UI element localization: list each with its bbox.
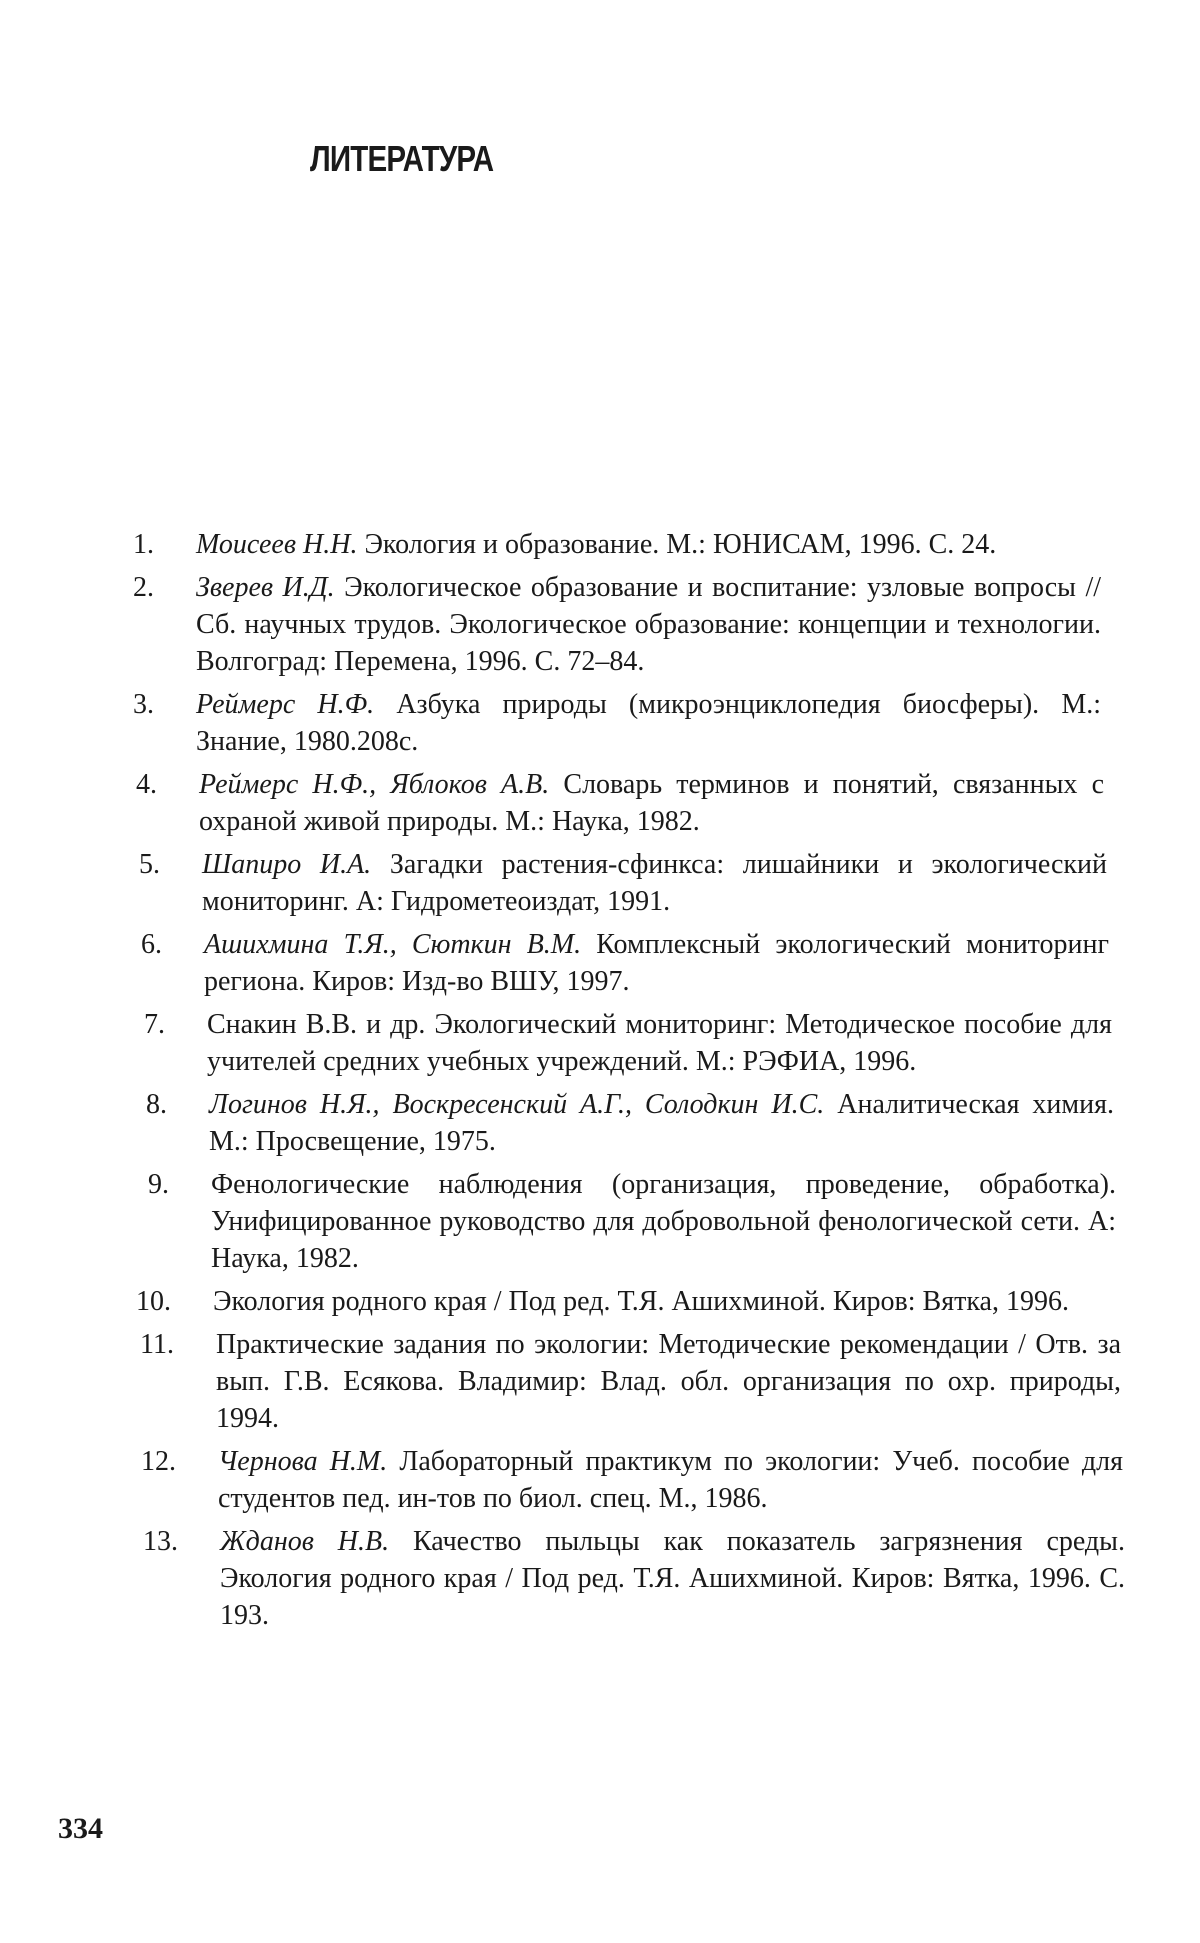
reference-item <box>0 1006 1200 1080</box>
reference-text <box>211 1166 1116 1277</box>
reference-text <box>199 766 1104 840</box>
reference-number: 7. <box>144 1009 165 1040</box>
reference-item <box>0 526 1200 563</box>
reference-text <box>207 1006 1112 1080</box>
reference-text <box>209 1086 1114 1160</box>
reference-list <box>0 526 1200 1640</box>
reference-body: Экология и образование. М.: ЮНИСАМ, 1996. С. 24. <box>357 529 997 560</box>
reference-number: 4. <box>136 769 157 800</box>
reference-item <box>0 1166 1200 1277</box>
reference-item <box>0 1283 1200 1320</box>
reference-body: Экологическое образование и воспитание: узловые вопросы // Сб. научных трудов. Экологическое образование: концепции и технологии. Волгоград: Перемена, 1996. С. 72–84. <box>196 572 1101 677</box>
reference-item <box>0 1086 1200 1160</box>
reference-item <box>0 1443 1200 1517</box>
reference-author: Чернова Н.М. <box>218 1446 388 1477</box>
reference-author: Реймерс Н.Ф. <box>196 689 375 720</box>
reference-body: Азбука природы (микроэнциклопедия биосферы). М.: Знание, 1980.208с. <box>196 689 1102 757</box>
reference-body: Комплексный экологический мониторинг региона. Киров: Изд-во ВШУ, 1997. <box>204 929 1109 997</box>
reference-text <box>216 1326 1121 1437</box>
reference-author: Жданов Н.В. <box>220 1526 390 1557</box>
reference-text <box>204 926 1109 1000</box>
reference-item <box>0 1523 1200 1634</box>
reference-number: 11. <box>140 1329 174 1360</box>
reference-item <box>0 766 1200 840</box>
reference-text <box>196 569 1101 680</box>
reference-number: 1. <box>133 529 154 560</box>
reference-body: Загадки растения-сфинкса: лишайники и экологический мониторинг. А: Гидрометеоиздат, 1991. <box>202 849 1107 917</box>
reference-text <box>220 1523 1125 1634</box>
reference-body: Снакин В.В. и др. Экологический мониторинг: Методическое пособие для учителей средних учебных учреждений. М.: РЭФИА, 1996. <box>207 1009 1112 1077</box>
reference-author: Зверев И.Д. <box>196 572 335 603</box>
reference-author: Шапиро И.А. <box>202 849 372 880</box>
reference-body: Экология родного края / Под ред. Т.Я. Ашихминой. Киров: Вятка, 1996. <box>213 1286 1069 1317</box>
reference-number: 8. <box>146 1089 167 1120</box>
reference-item <box>0 1326 1200 1437</box>
reference-author: Логинов Н.Я., Воскресенский А.Г., Солодкин И.С. <box>209 1089 825 1120</box>
reference-author: Моисеев Н.Н. <box>196 529 358 560</box>
page-number: 334 <box>58 1812 103 1845</box>
reference-item <box>0 569 1200 680</box>
reference-text <box>196 526 1101 563</box>
reference-author: Реймерс Н.Ф., Яблоков А.В. <box>199 769 550 800</box>
reference-body: Качество пыльцы как показатель загрязнения среды. Экология родного края / Под ред. Т.Я. Ашихминой. Киров: Вятка, 1996. С. 193. <box>220 1526 1125 1631</box>
reference-body: Лабораторный практикум по экологии: Учеб. пособие для студентов пед. ин-тов по биол. спец. М., 1986. <box>218 1446 1124 1514</box>
reference-number: 10. <box>136 1286 171 1317</box>
reference-text <box>213 1283 1118 1320</box>
reference-number: 6. <box>141 929 162 960</box>
reference-text <box>202 846 1107 920</box>
reference-number: 3. <box>133 689 154 720</box>
reference-text <box>218 1443 1123 1517</box>
reference-item <box>0 846 1200 920</box>
reference-number: 13. <box>143 1526 178 1557</box>
reference-body: Фенологические наблюдения (организация, проведение, обработка). Унифицированное руководство для добровольной фенологической сети. А: Наука, 1982. <box>211 1169 1116 1274</box>
reference-body: Практические задания по экологии: Методические рекомендации / Отв. за вып. Г.В. Есякова. Владимир: Влад. обл. организация по охр. природы, 1994. <box>216 1329 1121 1434</box>
reference-number: 5. <box>139 849 160 880</box>
reference-number: 9. <box>148 1169 169 1200</box>
reference-author: Ашихмина Т.Я., Сюткин В.М. <box>204 929 582 960</box>
reference-body: Словарь терминов и понятий, связанных с охраной живой природы. М.: Наука, 1982. <box>199 769 1104 837</box>
reference-number: 2. <box>133 572 154 603</box>
reference-item <box>0 926 1200 1000</box>
reference-text <box>196 686 1101 760</box>
reference-number: 12. <box>141 1446 176 1477</box>
reference-item <box>0 686 1200 760</box>
reference-body: Аналитическая химия. М.: Просвещение, 1975. <box>209 1089 1114 1157</box>
page-heading: ЛИТЕРАТУРА <box>310 138 494 179</box>
